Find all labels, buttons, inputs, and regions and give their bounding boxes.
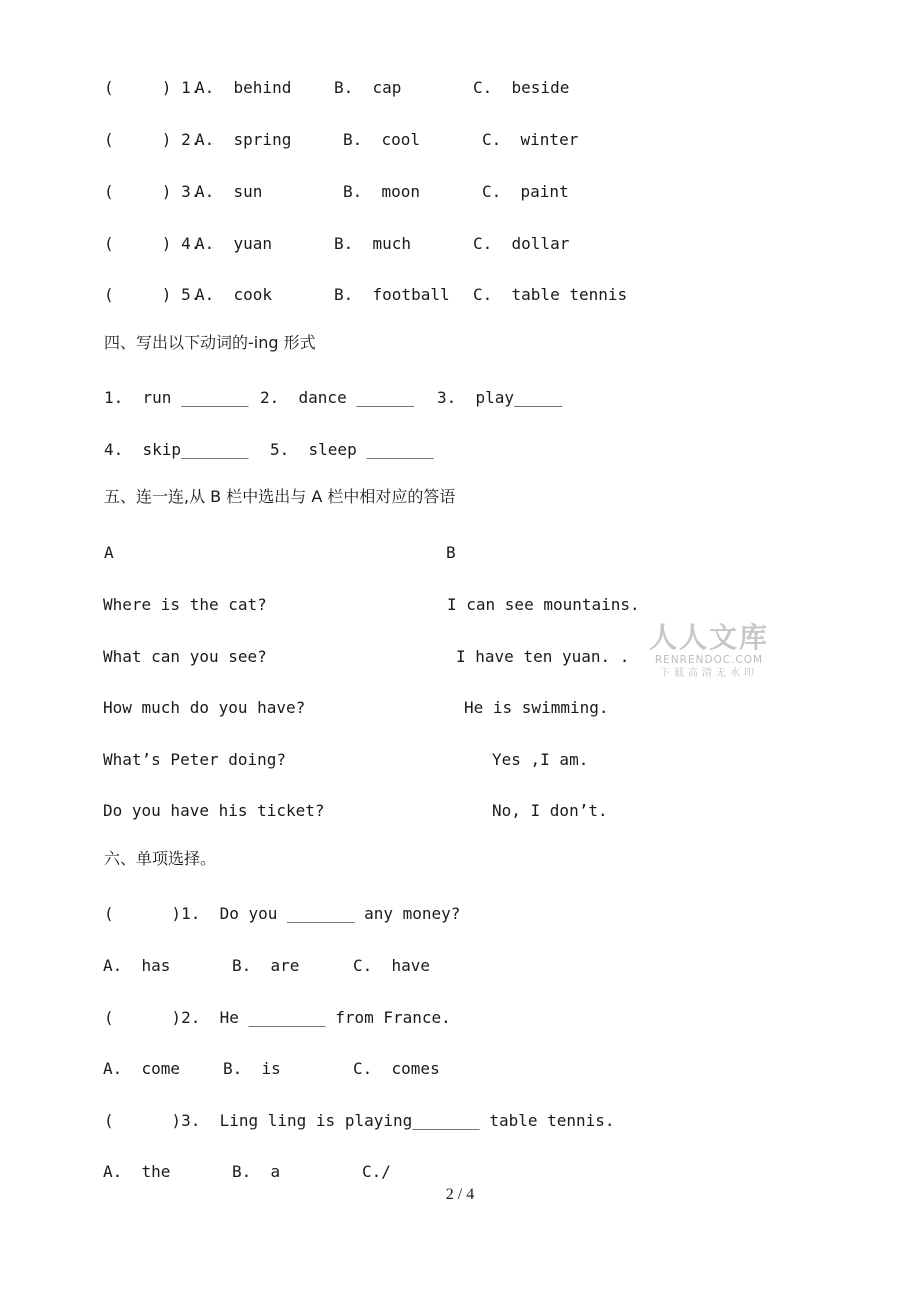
option-a: A. sun — [195, 182, 263, 201]
page-number: 2 / 4 — [445, 1186, 475, 1203]
mc-option: C./ — [362, 1162, 391, 1181]
question-a: What can you see? — [103, 647, 267, 666]
option-a: A. spring — [195, 130, 292, 149]
option-a: A. yuan — [195, 234, 273, 253]
verb-item: 5. sleep _______ — [270, 440, 434, 459]
option-c: C. beside — [473, 78, 570, 97]
column-b-label: B — [446, 543, 456, 562]
option-c: C. winter — [482, 130, 579, 149]
mc-question: ( )2. He ________ from France. — [104, 1008, 451, 1027]
option-b: B. much — [334, 234, 412, 253]
item-paren: ( ) 4. — [104, 234, 201, 253]
section5-heading: 五、连一连,从 B 栏中选出与 A 栏中相对应的答语 — [104, 487, 456, 506]
watermark-domain: RENRENDOC.COM — [654, 654, 764, 666]
verb-item: 1. run _______ — [104, 388, 249, 407]
answer-b: I can see mountains. — [447, 595, 640, 614]
watermark-slogan: 下载高清无水印 — [660, 668, 758, 679]
answer-b: He is swimming. — [464, 698, 609, 717]
watermark-logo — [646, 622, 772, 680]
option-c: C. table tennis — [473, 285, 628, 304]
answer-b: I have ten yuan. . — [456, 647, 630, 666]
question-a: How much do you have? — [103, 698, 306, 717]
question-a: What’s Peter doing? — [103, 750, 287, 769]
answer-b: No, I don’t. — [492, 801, 608, 820]
mc-option: A. the — [103, 1162, 171, 1181]
mc-option: C. comes — [353, 1059, 440, 1078]
verb-item: 4. skip_______ — [104, 440, 249, 459]
question-a: Do you have his ticket? — [103, 801, 325, 820]
item-paren: ( ) 5. — [104, 285, 201, 304]
column-a-label: A — [104, 543, 114, 562]
mc-option: B. is — [223, 1059, 281, 1078]
mc-option: A. come — [103, 1059, 181, 1078]
mc-option: B. are — [232, 956, 300, 975]
item-paren: ( ) 3. — [104, 182, 201, 201]
section6-heading: 六、单项选择。 — [104, 849, 217, 868]
option-b: B. cool — [343, 130, 421, 149]
watermark-title: 人人文库 — [648, 621, 769, 654]
option-b: B. football — [334, 285, 450, 304]
option-b: B. moon — [343, 182, 421, 201]
option-c: C. dollar — [473, 234, 570, 253]
question-a: Where is the cat? — [103, 595, 267, 614]
item-paren: ( ) 1. — [104, 78, 201, 97]
mc-question: ( )3. Ling ling is playing_______ table tennis. — [104, 1111, 615, 1130]
mc-option: B. a — [232, 1162, 281, 1181]
mc-option: A. has — [103, 956, 171, 975]
option-b: B. cap — [334, 78, 402, 97]
verb-item: 3. play_____ — [437, 388, 563, 407]
item-paren: ( ) 2. — [104, 130, 201, 149]
mc-question: ( )1. Do you _______ any money? — [104, 904, 461, 923]
verb-item: 2. dance ______ — [260, 388, 415, 407]
section4-heading: 四、写出以下动词的-ing 形式 — [104, 333, 316, 352]
mc-option: C. have — [353, 956, 431, 975]
option-c: C. paint — [482, 182, 569, 201]
option-a: A. behind — [195, 78, 292, 97]
option-a: A. cook — [195, 285, 273, 304]
answer-b: Yes ,I am. — [492, 750, 589, 769]
